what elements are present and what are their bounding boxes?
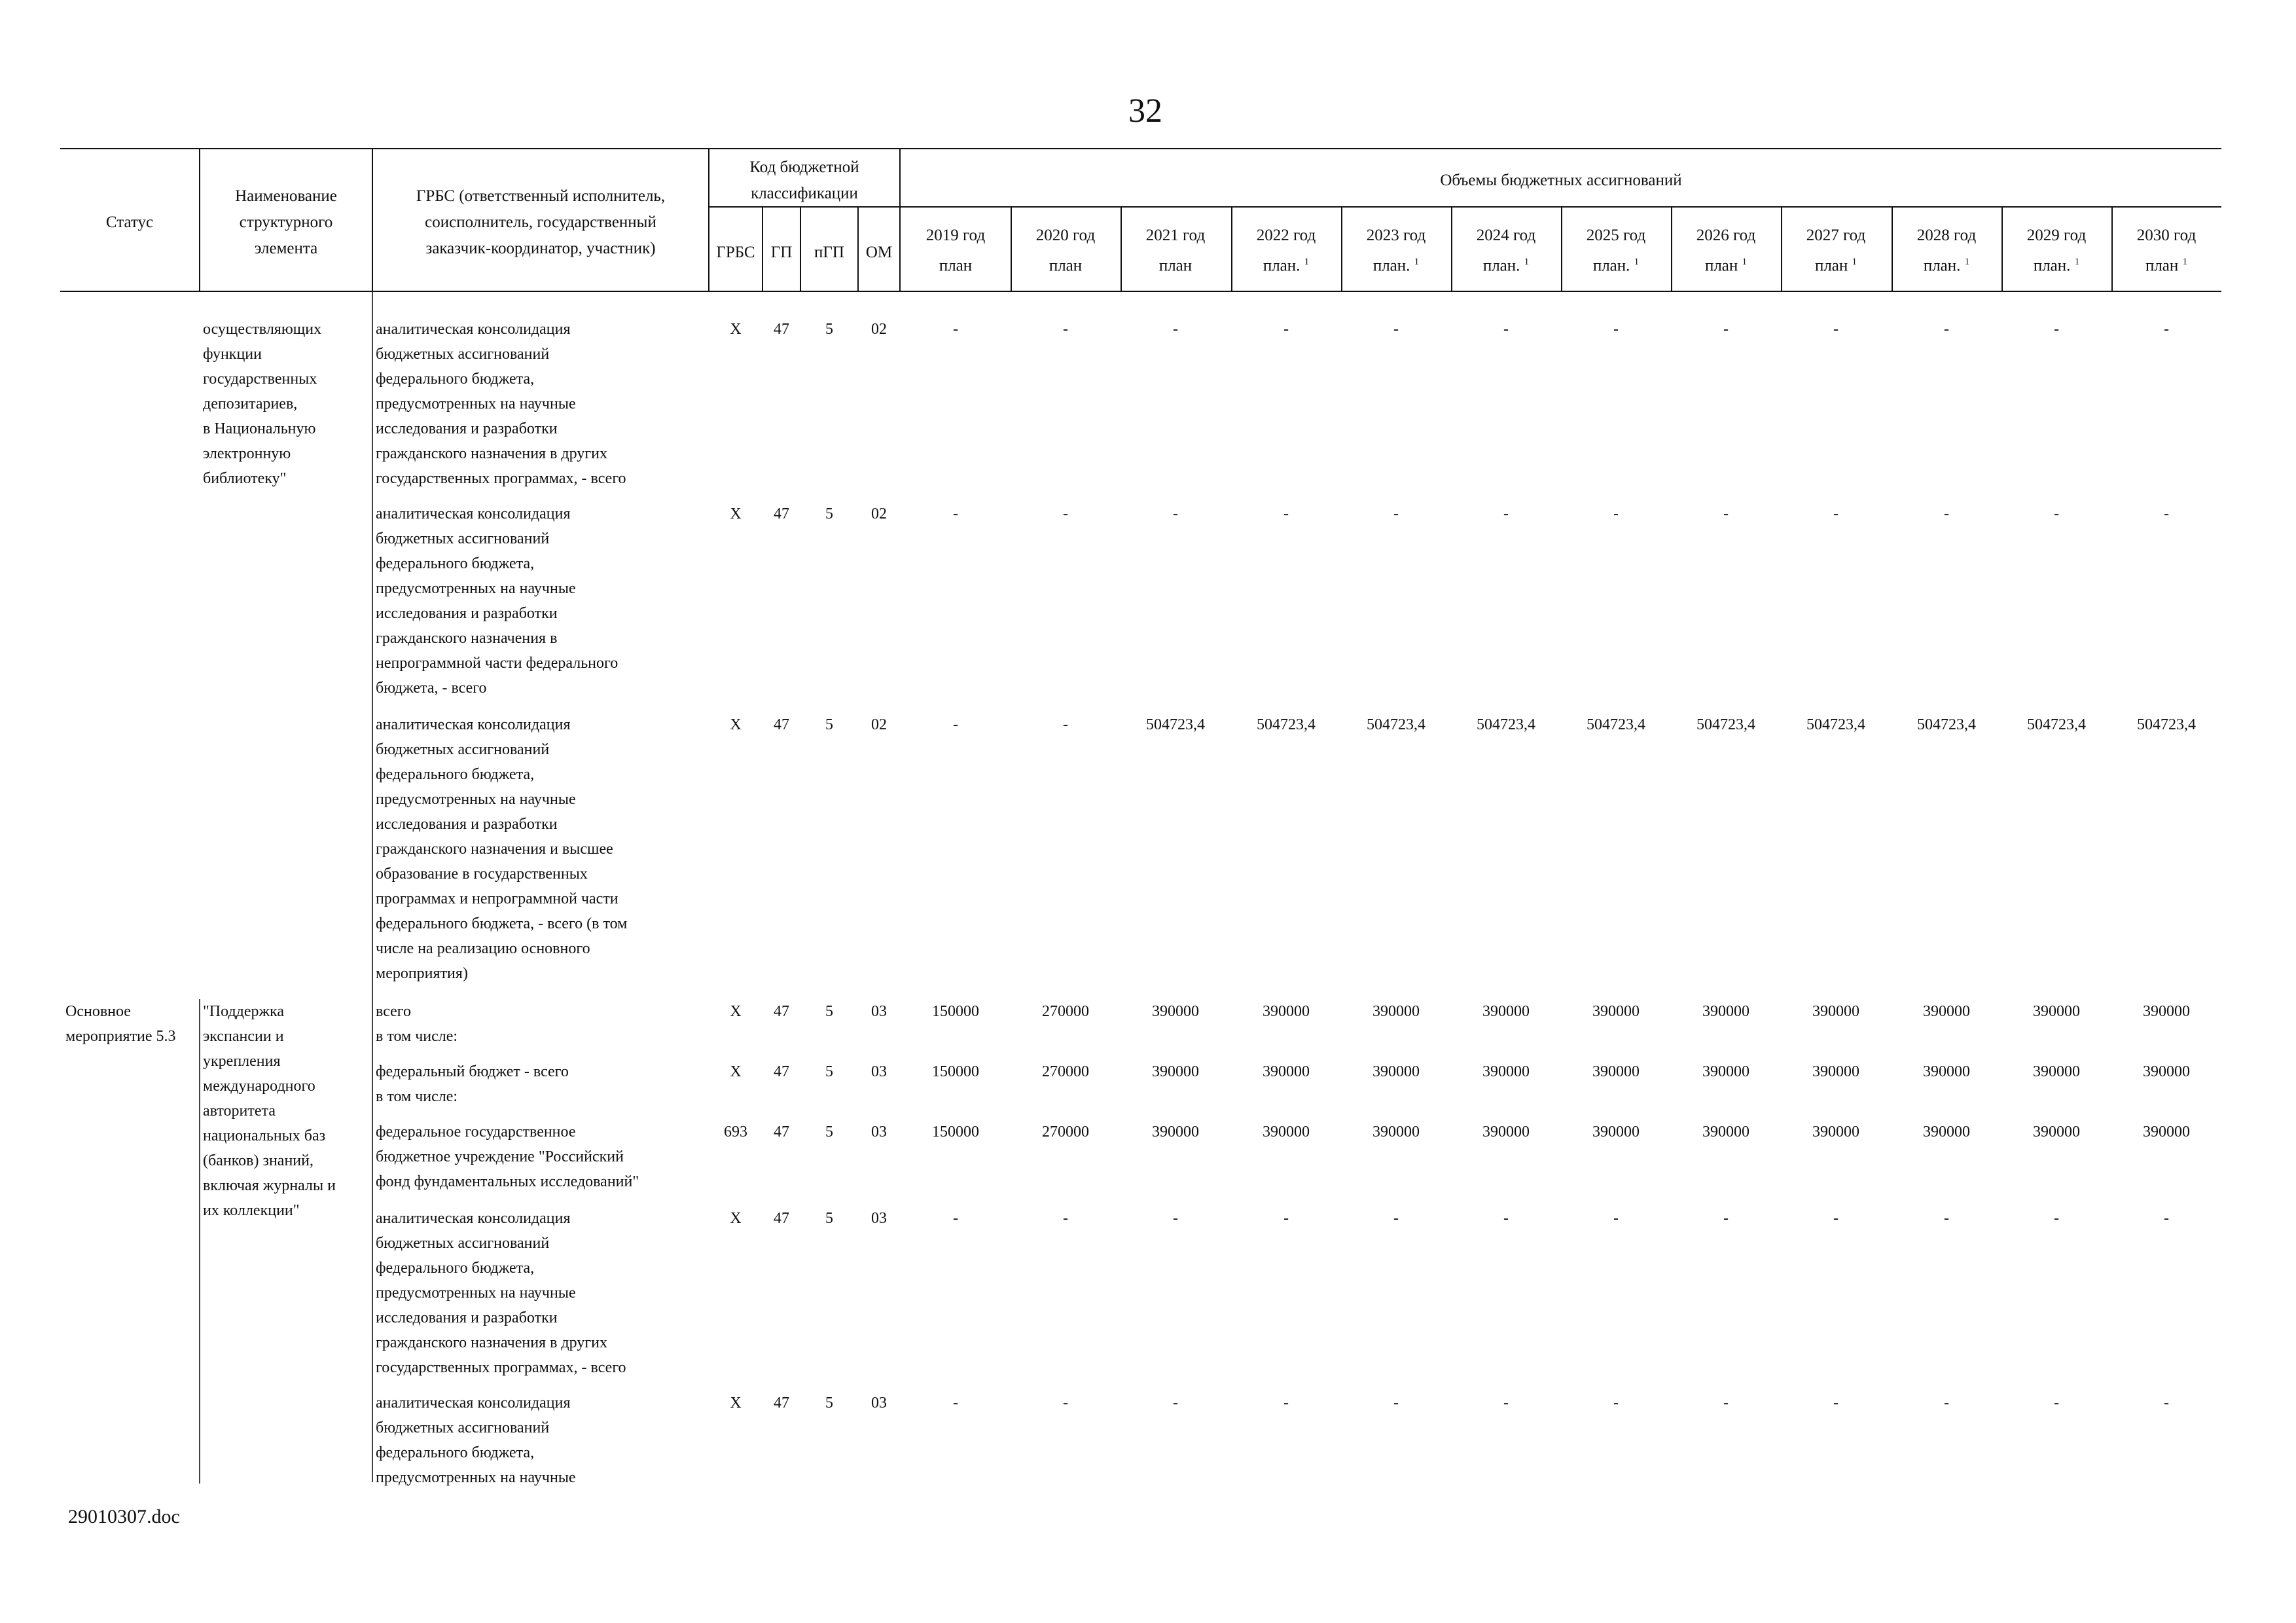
row-grbs-text: федеральное государственное бюджетное учреждение "Российский фонд фундаментальных исследований" bbox=[376, 1123, 639, 1190]
row-value: 504723,4 bbox=[1587, 716, 1645, 733]
row-value: 504723,4 bbox=[1477, 716, 1535, 733]
row-value: 504723,4 bbox=[1696, 716, 1755, 733]
row-value: - bbox=[1173, 1210, 1178, 1227]
header-code-grbs: ГРБС bbox=[716, 244, 755, 261]
row-value: 390000 bbox=[1263, 1123, 1310, 1140]
row-value: 390000 bbox=[1812, 1063, 1859, 1080]
row-value: - bbox=[1944, 505, 1949, 522]
row-value: 390000 bbox=[1152, 1003, 1199, 1020]
row-grbs-text: всего в том числе: bbox=[376, 1003, 458, 1045]
row-value: - bbox=[1944, 1395, 1949, 1412]
header-year bbox=[902, 223, 1009, 279]
header-year-sub-text: план. bbox=[1482, 257, 1520, 275]
header-year-sub-text: план. bbox=[1592, 257, 1630, 275]
row-code: 47 bbox=[774, 505, 789, 522]
row-value: 390000 bbox=[2143, 1123, 2190, 1140]
row-value: 504723,4 bbox=[1367, 716, 1426, 733]
header-year-label: 2027 год bbox=[1806, 227, 1866, 244]
row-value: - bbox=[1944, 1210, 1949, 1227]
header-status: Статус bbox=[105, 213, 154, 231]
header-year-label: 2022 год bbox=[1256, 227, 1316, 244]
row-value: 390000 bbox=[1812, 1003, 1859, 1020]
row-value: - bbox=[2164, 1210, 2169, 1227]
row-value: 390000 bbox=[2033, 1123, 2080, 1140]
header-year-sub-text: план bbox=[1704, 257, 1738, 275]
row-value: 150000 bbox=[932, 1063, 979, 1080]
row-value: 270000 bbox=[1042, 1003, 1089, 1020]
header-year bbox=[1893, 223, 2000, 279]
header-year-sub bbox=[1122, 249, 1229, 279]
header-year-sub-text: план. bbox=[1263, 257, 1300, 275]
row-code: 47 bbox=[774, 1123, 789, 1140]
row-value: 390000 bbox=[1482, 1063, 1530, 1080]
row-code: 5 bbox=[825, 1395, 833, 1412]
header-year-sub-text: план bbox=[2145, 257, 2179, 275]
row-value: - bbox=[1613, 505, 1619, 522]
header-year bbox=[2113, 223, 2220, 279]
page-number: 32 bbox=[1128, 92, 1162, 130]
row-value: - bbox=[1173, 321, 1178, 338]
header-year-sub-text: план bbox=[1814, 257, 1848, 275]
row-value: - bbox=[1723, 1210, 1729, 1227]
row-code: 5 bbox=[825, 1003, 833, 1020]
header-code-pgp: пГП bbox=[814, 244, 844, 261]
row-value: 390000 bbox=[2143, 1003, 2190, 1020]
row-value: 390000 bbox=[1923, 1063, 1970, 1080]
row-code: 47 bbox=[774, 716, 789, 733]
row-value: 504723,4 bbox=[1257, 716, 1316, 733]
row-grbs-text: аналитическая консолидация бюджетных ассигнований федерального бюджета, предусмотренных на научные исследования и разработки гражданского назначения в других государственных программах, - всего bbox=[376, 321, 626, 487]
row-code: 5 bbox=[825, 505, 833, 522]
row-code: 03 bbox=[871, 1395, 887, 1412]
header-year-sub bbox=[1232, 249, 1340, 279]
row-code: 47 bbox=[774, 321, 789, 338]
row-value: 504723,4 bbox=[1917, 716, 1976, 733]
row-value: - bbox=[1063, 321, 1068, 338]
header-year-label: 2030 год bbox=[2136, 227, 2197, 244]
row-value: - bbox=[1063, 505, 1068, 522]
row-code: X bbox=[730, 1003, 742, 1020]
row-value: - bbox=[2054, 1210, 2059, 1227]
header-year bbox=[1672, 223, 1780, 279]
row-value: - bbox=[953, 505, 958, 522]
row-value: 390000 bbox=[1372, 1003, 1420, 1020]
row-value: - bbox=[2054, 321, 2059, 338]
row-code: 5 bbox=[825, 1063, 833, 1080]
row-value: - bbox=[2054, 505, 2059, 522]
row-value: 504723,4 bbox=[1806, 716, 1865, 733]
header-year-label: 2019 год bbox=[925, 227, 986, 244]
row-value: 390000 bbox=[1702, 1063, 1749, 1080]
row-value: - bbox=[1393, 1395, 1399, 1412]
row-value: 390000 bbox=[1812, 1123, 1859, 1140]
header-year-footnote: 1 bbox=[1852, 257, 1857, 267]
header-year-sub bbox=[1893, 249, 2000, 279]
row-structural-name: осуществляющих функции государственных депозитариев, в Национальную электронную библиотеку" bbox=[203, 321, 322, 487]
row-code: 5 bbox=[825, 1123, 833, 1140]
row-value: - bbox=[1173, 1395, 1178, 1412]
header-year-sub bbox=[1452, 249, 1560, 279]
row-code: 693 bbox=[724, 1123, 747, 1140]
header-year-footnote: 1 bbox=[1414, 257, 1420, 267]
footer-filename: 29010307.doc bbox=[68, 1506, 180, 1527]
header-year bbox=[1782, 223, 1890, 279]
row-value: - bbox=[1063, 1395, 1068, 1412]
header-year bbox=[1012, 223, 1119, 279]
body-col-sep bbox=[199, 999, 200, 1484]
row-code: 47 bbox=[774, 1210, 789, 1227]
row-value: 504723,4 bbox=[1146, 716, 1205, 733]
row-value: - bbox=[953, 1210, 958, 1227]
row-value: - bbox=[1503, 505, 1509, 522]
header-year-sub bbox=[1012, 249, 1119, 279]
row-structural-name: "Поддержка экспансии и укрепления международного авторитета национальных баз (банков) знаний, включая журналы и их коллекции" bbox=[203, 1003, 336, 1219]
header-year-label: 2029 год bbox=[2026, 227, 2087, 244]
row-value: - bbox=[1393, 321, 1399, 338]
header-year-sub bbox=[2003, 249, 2110, 279]
row-value: - bbox=[1944, 321, 1949, 338]
row-value: 270000 bbox=[1042, 1123, 1089, 1140]
row-value: - bbox=[1173, 505, 1178, 522]
header-year-footnote: 1 bbox=[1964, 257, 1970, 267]
row-value: - bbox=[2054, 1395, 2059, 1412]
header-year-sub-text: план. bbox=[1372, 257, 1410, 275]
row-value: - bbox=[1393, 1210, 1399, 1227]
row-value: 390000 bbox=[1592, 1063, 1640, 1080]
row-value: - bbox=[1833, 1210, 1839, 1227]
row-code: 02 bbox=[871, 505, 887, 522]
row-value: 390000 bbox=[1372, 1123, 1420, 1140]
row-value: - bbox=[1283, 1210, 1289, 1227]
header-volumes: Объемы бюджетных ассигнований bbox=[1440, 172, 1682, 189]
header-year-sub bbox=[1672, 249, 1780, 279]
row-status: Основное мероприятие 5.3 bbox=[65, 1003, 176, 1045]
row-value: - bbox=[1723, 321, 1729, 338]
row-value: - bbox=[1613, 321, 1619, 338]
header-year-label: 2025 год bbox=[1586, 227, 1646, 244]
header-year-label: 2028 год bbox=[1916, 227, 1977, 244]
row-code: X bbox=[730, 1063, 742, 1080]
row-code: 03 bbox=[871, 1003, 887, 1020]
row-value: - bbox=[1503, 1395, 1509, 1412]
row-value: - bbox=[1283, 505, 1289, 522]
code-group-rule bbox=[708, 206, 2221, 208]
header-year-sub-text: план bbox=[939, 257, 973, 275]
row-value: - bbox=[1283, 1395, 1289, 1412]
header-year bbox=[1562, 223, 1670, 279]
row-value: - bbox=[1283, 321, 1289, 338]
row-grbs-text: аналитическая консолидация бюджетных ассигнований федерального бюджета, предусмотренных на научные bbox=[376, 1395, 576, 1486]
row-value: - bbox=[1613, 1395, 1619, 1412]
header-year-sub-text: план bbox=[1049, 257, 1083, 275]
row-code: 5 bbox=[825, 321, 833, 338]
row-code: 02 bbox=[871, 716, 887, 733]
row-code: 02 bbox=[871, 321, 887, 338]
header-year-label: 2023 год bbox=[1366, 227, 1426, 244]
header-year-sub-text: план. bbox=[1923, 257, 1961, 275]
row-value: 150000 bbox=[932, 1003, 979, 1020]
row-value: - bbox=[1833, 505, 1839, 522]
row-grbs-text: аналитическая консолидация бюджетных ассигнований федерального бюджета, предусмотренных на научные исследования и разработки гражданского назначения и высшее образование в государственных программах и непрограммной части федерального бюджета, - всего (в том числе на реализацию основного мероприятия) bbox=[376, 716, 628, 982]
header-year bbox=[1232, 223, 1340, 279]
header-year-footnote: 1 bbox=[2182, 257, 2188, 267]
row-value: - bbox=[1723, 1395, 1729, 1412]
row-value: 504723,4 bbox=[2027, 716, 2086, 733]
row-code: X bbox=[730, 321, 742, 338]
header-year-sub-text: план. bbox=[2033, 257, 2071, 275]
header-year bbox=[1342, 223, 1450, 279]
header-year-sub bbox=[1342, 249, 1450, 279]
row-grbs-text: аналитическая консолидация бюджетных ассигнований федерального бюджета, предусмотренных на научные исследования и разработки гражданского назначения в других государственных программах, - всего bbox=[376, 1210, 626, 1376]
row-code: X bbox=[730, 716, 742, 733]
row-value: 390000 bbox=[1152, 1063, 1199, 1080]
header-year-footnote: 1 bbox=[1304, 257, 1310, 267]
header-year-label: 2026 год bbox=[1696, 227, 1756, 244]
row-value: 504723,4 bbox=[2137, 716, 2196, 733]
header-year-footnote: 1 bbox=[2074, 257, 2080, 267]
row-code: 03 bbox=[871, 1210, 887, 1227]
row-value: 390000 bbox=[1592, 1003, 1640, 1020]
row-value: 390000 bbox=[1372, 1063, 1420, 1080]
row-value: - bbox=[1613, 1210, 1619, 1227]
header-code-gp: ГП bbox=[770, 244, 793, 261]
row-value: - bbox=[2164, 1395, 2169, 1412]
header-year-footnote: 1 bbox=[1742, 257, 1748, 267]
row-code: 47 bbox=[774, 1395, 789, 1412]
row-value: 390000 bbox=[1923, 1123, 1970, 1140]
header-year bbox=[2003, 223, 2110, 279]
header-year bbox=[1122, 223, 1229, 279]
row-value: - bbox=[953, 716, 958, 733]
row-value: 390000 bbox=[1592, 1123, 1640, 1140]
row-value: 390000 bbox=[1702, 1003, 1749, 1020]
row-value: - bbox=[1063, 1210, 1068, 1227]
row-value: - bbox=[2164, 505, 2169, 522]
row-value: 150000 bbox=[932, 1123, 979, 1140]
row-code: X bbox=[730, 505, 742, 522]
header-year-label: 2024 год bbox=[1476, 227, 1536, 244]
row-value: - bbox=[1063, 716, 1068, 733]
row-code: 47 bbox=[774, 1003, 789, 1020]
row-value: 390000 bbox=[1482, 1123, 1530, 1140]
row-value: - bbox=[1833, 321, 1839, 338]
header-year-label: 2020 год bbox=[1035, 227, 1096, 244]
header-year bbox=[1452, 223, 1560, 279]
row-grbs-text: федеральный бюджет - всего в том числе: bbox=[376, 1063, 569, 1105]
row-value: 390000 bbox=[1482, 1003, 1530, 1020]
header-bottom-rule bbox=[60, 291, 2221, 292]
header-year-sub bbox=[902, 249, 1009, 279]
row-code: 5 bbox=[825, 716, 833, 733]
row-value: - bbox=[1393, 505, 1399, 522]
row-value: - bbox=[1723, 505, 1729, 522]
row-value: 390000 bbox=[1263, 1063, 1310, 1080]
header-code-group: Код бюджетной классификации bbox=[749, 158, 859, 202]
row-value: 390000 bbox=[1923, 1003, 1970, 1020]
row-code: 5 bbox=[825, 1210, 833, 1227]
row-grbs-text: аналитическая консолидация бюджетных ассигнований федерального бюджета, предусмотренных на научные исследования и разработки гражданского назначения в непрограммной части федерального бюджета, - всего bbox=[376, 505, 619, 697]
row-value: 270000 bbox=[1042, 1063, 1089, 1080]
header-year-footnote: 1 bbox=[1634, 257, 1640, 267]
row-code: X bbox=[730, 1395, 742, 1412]
header-year-label: 2021 год bbox=[1145, 227, 1206, 244]
body-col-sep bbox=[372, 291, 373, 1482]
row-value: - bbox=[2164, 321, 2169, 338]
row-code: 03 bbox=[871, 1123, 887, 1140]
header-year-sub bbox=[2113, 249, 2220, 279]
header-year-sub-text: план bbox=[1158, 257, 1193, 275]
row-value: - bbox=[1503, 1210, 1509, 1227]
row-code: X bbox=[730, 1210, 742, 1227]
row-value: - bbox=[1833, 1395, 1839, 1412]
row-value: 390000 bbox=[1702, 1123, 1749, 1140]
row-value: - bbox=[953, 1395, 958, 1412]
header-year-footnote: 1 bbox=[1524, 257, 1530, 267]
header-grbs: ГРБС (ответственный исполнитель, соисполнитель, государственный заказчик-координатор, участник) bbox=[416, 187, 666, 257]
row-value: 390000 bbox=[1152, 1123, 1199, 1140]
row-value: - bbox=[1503, 321, 1509, 338]
header-year-sub bbox=[1782, 249, 1890, 279]
row-value: - bbox=[953, 321, 958, 338]
header-name: Наименование структурного элемента bbox=[235, 187, 337, 257]
row-value: 390000 bbox=[1263, 1003, 1310, 1020]
row-code: 03 bbox=[871, 1063, 887, 1080]
header-top-rule bbox=[60, 148, 2221, 149]
header-code-om: ОМ bbox=[865, 244, 893, 261]
header-year-sub bbox=[1562, 249, 1670, 279]
row-value: 390000 bbox=[2033, 1063, 2080, 1080]
row-value: 390000 bbox=[2143, 1063, 2190, 1080]
row-value: 390000 bbox=[2033, 1003, 2080, 1020]
row-code: 47 bbox=[774, 1063, 789, 1080]
